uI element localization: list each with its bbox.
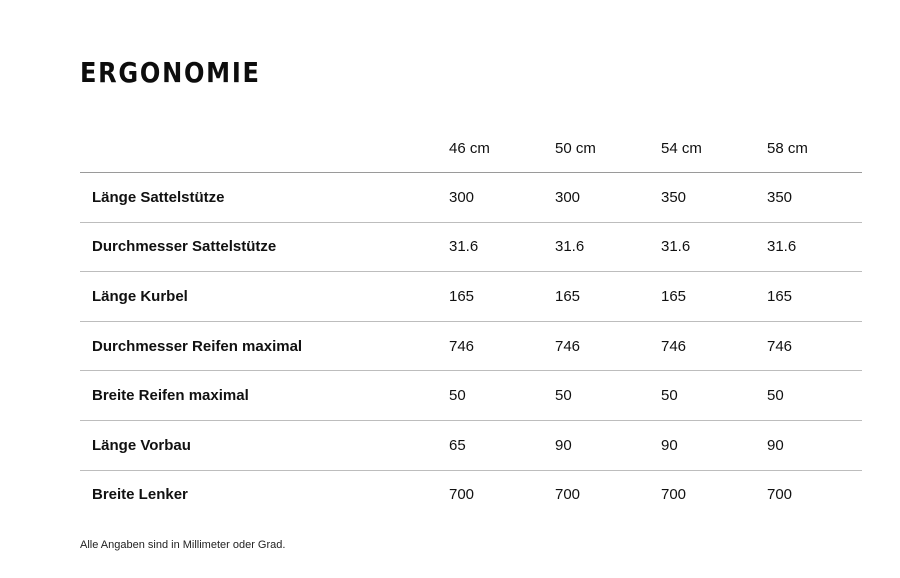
table-cell: 350 — [651, 173, 757, 223]
row-label: Länge Sattelstütze — [80, 173, 439, 223]
table-cell: 90 — [757, 420, 862, 470]
row-label: Durchmesser Reifen maximal — [80, 321, 439, 371]
table-cell: 165 — [439, 272, 545, 322]
table-row — [80, 321, 862, 371]
table-cell: 350 — [757, 173, 862, 223]
table-row — [80, 173, 862, 223]
table-cell: 746 — [651, 321, 757, 371]
table-cell: 90 — [545, 420, 651, 470]
footnote: Alle Angaben sind in Millimeter oder Grad. — [80, 539, 286, 551]
table-cell: 50 — [757, 371, 862, 421]
table-row — [80, 222, 862, 272]
table-cell: 50 — [545, 371, 651, 421]
page-title: ERGONOMIE — [80, 56, 261, 89]
column-header-46: 46 cm — [439, 124, 545, 173]
table-cell: 90 — [651, 420, 757, 470]
table-row — [80, 371, 862, 421]
header-label-cell — [80, 124, 439, 173]
table-cell: 50 — [651, 371, 757, 421]
table-cell: 31.6 — [651, 222, 757, 272]
column-header-58: 58 cm — [757, 124, 862, 173]
table-header-row — [80, 124, 862, 173]
column-header-54: 54 cm — [651, 124, 757, 173]
table-cell: 165 — [545, 272, 651, 322]
column-header-50: 50 cm — [545, 124, 651, 173]
table-cell: 300 — [545, 173, 651, 223]
table-cell: 31.6 — [545, 222, 651, 272]
table-cell: 700 — [555, 486, 581, 504]
row-label: Durchmesser Sattelstütze — [80, 222, 439, 272]
table-cell: 31.6 — [757, 222, 862, 272]
table-cell: 65 — [439, 420, 545, 470]
row-label: Breite Reifen maximal — [80, 371, 439, 421]
row-label: Breite Lenker — [92, 486, 188, 504]
table-row — [80, 272, 862, 322]
table-cell: 746 — [439, 321, 545, 371]
ergonomics-table — [80, 124, 862, 519]
table-cell: 50 — [439, 371, 545, 421]
table-cell: 165 — [757, 272, 862, 322]
table-cell: 300 — [439, 173, 545, 223]
row-label: Länge Kurbel — [80, 272, 439, 322]
table-cell: 31.6 — [439, 222, 545, 272]
table-cell: 746 — [757, 321, 862, 371]
table-row — [80, 470, 862, 519]
row-label: Länge Vorbau — [80, 420, 439, 470]
table-cell: 165 — [651, 272, 757, 322]
table-row — [80, 420, 862, 470]
table-cell: 746 — [545, 321, 651, 371]
table-cell: 700 — [449, 486, 475, 504]
table-cell: 700 — [767, 486, 793, 504]
table-cell: 700 — [661, 486, 687, 504]
